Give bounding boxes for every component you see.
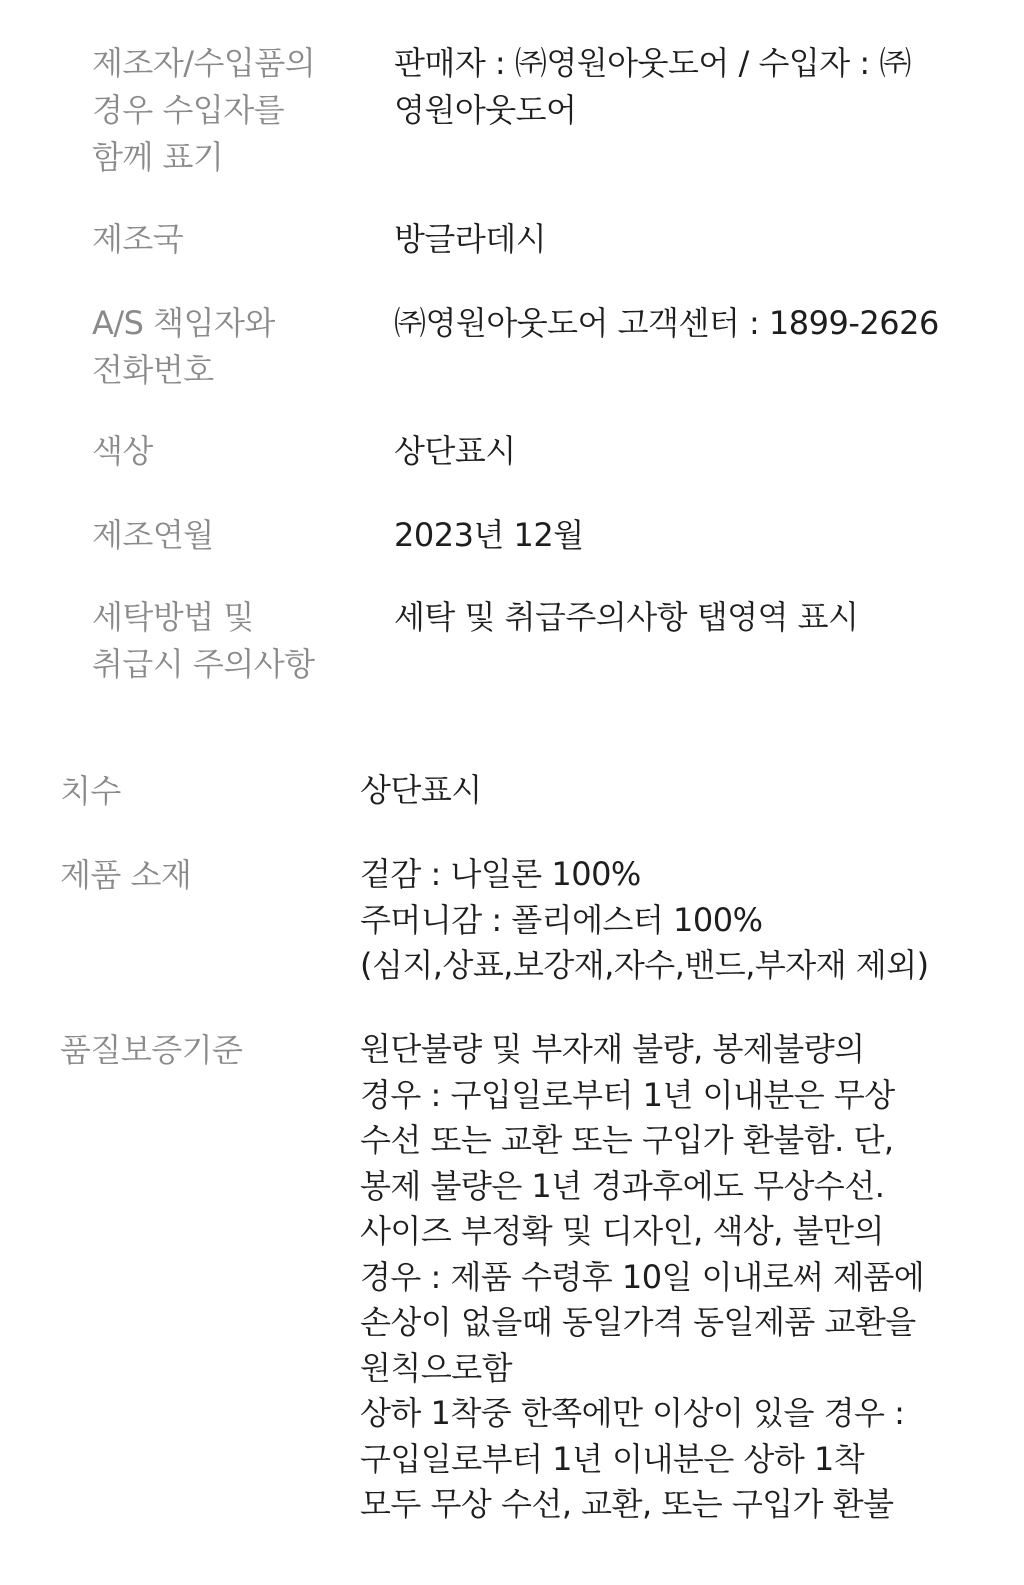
info-row-manufacture-date [92, 512, 954, 559]
info-value-manufacturer: 판매자 : ㈜영원아웃도어 / 수입자 : ㈜ 영원아웃도어 [394, 44, 911, 129]
info-value-manufacture-date: 2023년 12월 [394, 516, 584, 554]
info-row-color [92, 428, 954, 475]
info-label-size: 치수 [60, 772, 121, 810]
info-row-size [60, 768, 960, 815]
info-label-material: 제품 소재 [60, 856, 192, 894]
info-label-quality-guarantee: 품질보증기준 [60, 1031, 243, 1069]
info-label-manufacturer: 제조자/수입품의 경우 수입자를 함께 표기 [92, 44, 316, 176]
info-value-as-contact: ㈜영원아웃도어 고객센터 : 1899-2626 [394, 304, 939, 342]
info-value-size: 상단표시 [360, 771, 482, 809]
info-row-quality-guarantee [60, 1027, 960, 1528]
info-row-material [60, 852, 960, 989]
info-label-country: 제조국 [92, 220, 184, 258]
info-value-color: 상단표시 [394, 432, 516, 470]
info-label-care: 세탁방법 및 취급시 주의사항 [92, 598, 315, 683]
info-label-as-contact: A/S 책임자와 전화번호 [92, 304, 275, 389]
info-row-as-contact [92, 300, 954, 394]
info-label-color: 색상 [92, 432, 153, 470]
info-row-manufacturer [92, 40, 954, 181]
info-value-country: 방글라데시 [394, 220, 547, 258]
info-row-country [92, 216, 954, 263]
info-label-manufacture-date: 제조연월 [92, 516, 214, 554]
info-value-quality-guarantee: 원단불량 및 부자재 불량, 봉제불량의 경우 : 구입일로부터 1년 이내분은 무상 수선 또는 교환 또는 구입가 환불함. 단, 봉제 불량은 1년 경과후에도 무상수선. 사이즈 부정확 및 디자인, 색상, 불만의 경우 : 제품 수령후 10일 이내로써 제품에 손상이 없을때 동일가격 동일제품 교환을 원칙으로함 상하 1착중 한쪽에만 이상이 있을 경우 : 구입일로부터 1년 이내분은 상하 1착 모두 무상 수선, 교환, 또는 구입가 환불 [360, 1030, 925, 1523]
info-value-care: 세탁 및 취급주의사항 탭영역 표시 [394, 598, 859, 636]
info-value-material: 겉감 : 나일론 100% 주머니감 : 폴리에스터 100% (심지,상표,보강재,자수,밴드,부자재 제외) [360, 855, 929, 984]
info-row-care [92, 594, 954, 688]
